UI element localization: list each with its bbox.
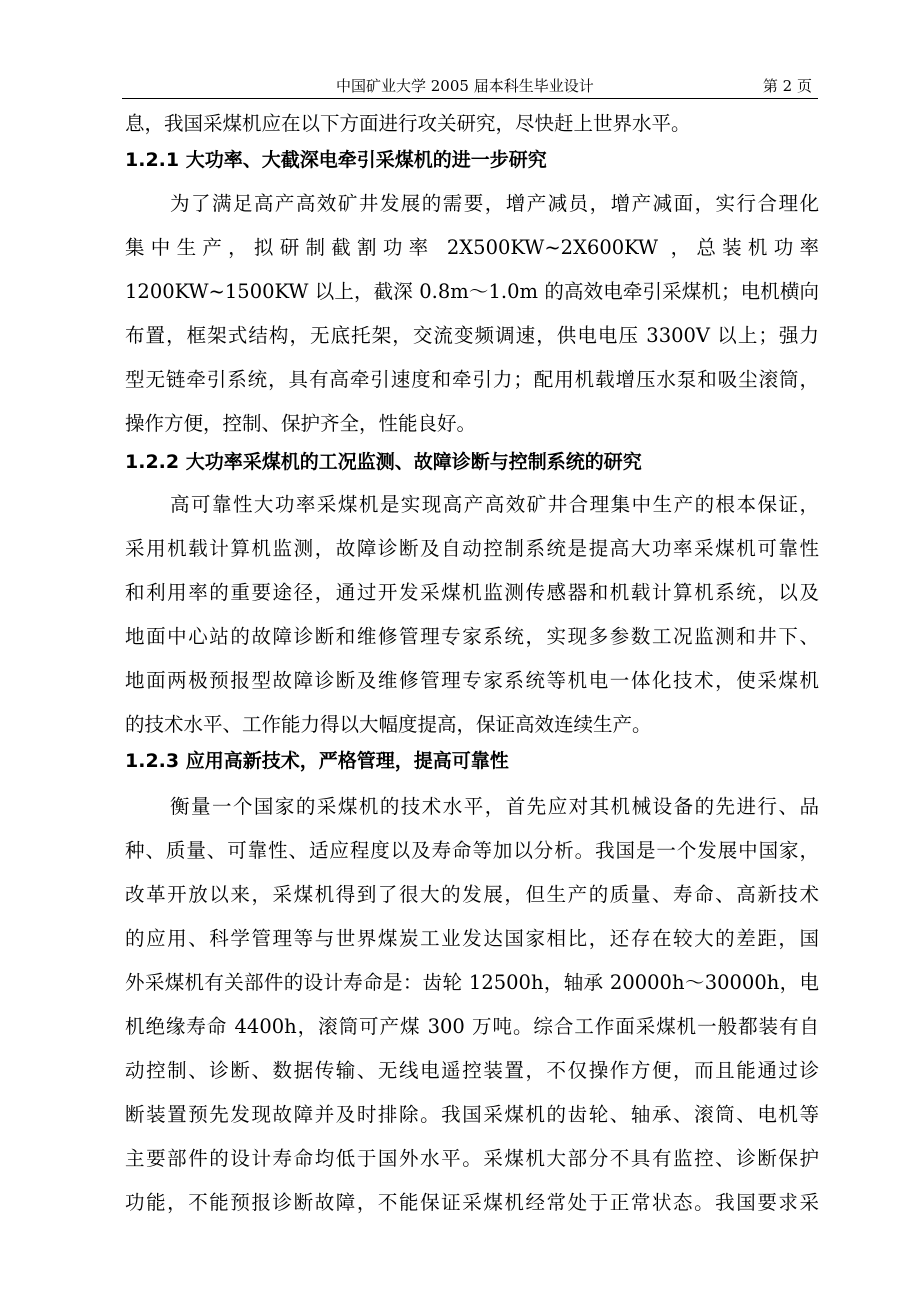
paragraph-line: 动控制、诊断、数据传输、无线电遥控装置，不仅操作方便，而且能通过诊 (125, 1059, 819, 1082)
paragraph-line: 外采煤机有关部件的设计寿命是：齿轮 12500h，轴承 20000h～30000h，电 (125, 971, 819, 994)
paragraph-line: 机绝缘寿命 4400h，滚筒可产煤 300 万吨。综合工作面采煤机一般都装有自 (125, 1015, 819, 1038)
page-header (122, 74, 818, 99)
paragraph-line: 和利用率的重要途径，通过开发采煤机监测传感器和机载计算机系统，以及 (125, 581, 819, 604)
paragraph-line: 息，我国采煤机应在以下方面进行攻关研究，尽快赶上世界水平。 (125, 112, 691, 135)
paragraph-line: 型无链牵引系统，具有高牵引速度和牵引力；配用机载增压水泵和吸尘滚筒， (125, 368, 819, 391)
paragraph-line: 采用机载计算机监测，故障诊断及自动控制系统是提高大功率采煤机可靠性 (125, 537, 819, 560)
paragraph-line: 的应用、科学管理等与世界煤炭工业发达国家相比，还存在较大的差距，国 (125, 927, 819, 950)
paragraph-line: 高可靠性大功率采煤机是实现高产高效矿井合理集中生产的根本保证， (170, 493, 819, 516)
paragraph-line: 为了满足高产高效矿井发展的需要，增产减员，增产减面，实行合理化 (170, 192, 819, 215)
paragraph-line: 1200KW~1500KW 以上，截深 0.8m～1.0m 的高效电牵引采煤机；电机横向 (125, 280, 819, 303)
paragraph-line: 种、质量、可靠性、适应程度以及寿命等加以分析。我国是一个发展中国家， (125, 839, 819, 862)
page-number: 第 2 页 (762, 77, 812, 95)
paragraph-line: 集中生产，拟研制截割功率 2X500KW~2X600KW ，总装机功率 (125, 236, 819, 259)
paragraph-line: 改革开放以来，采煤机得到了很大的发展，但生产的质量、寿命、高新技术 (125, 883, 819, 906)
section-heading: 1.2.3 应用高新技术，严格管理，提高可靠性 (125, 750, 509, 772)
paragraph-line: 操作方便，控制、保护齐全，性能良好。 (125, 412, 477, 435)
section-heading: 1.2.2 大功率采煤机的工况监测、故障诊断与控制系统的研究 (125, 451, 642, 473)
paragraph-line: 地面两极预报型故障诊断及维修管理专家系统等机电一体化技术，使采煤机 (125, 669, 819, 692)
paragraph-line: 布置，框架式结构，无底托架，交流变频调速，供电电压 3300V 以上；强力 (125, 324, 819, 347)
paragraph-line: 功能，不能预报诊断故障，不能保证采煤机经常处于正常状态。我国要求采 (125, 1191, 819, 1214)
header-title: 中国矿业大学 2005 届本科生毕业设计 (336, 77, 594, 95)
paragraph-line: 主要部件的设计寿命均低于国外水平。采煤机大部分不具有监控、诊断保护 (125, 1147, 819, 1170)
paragraph-line: 地面中心站的故障诊断和维修管理专家系统，实现多参数工况监测和井下、 (125, 625, 819, 648)
paragraph-line: 衡量一个国家的采煤机的技术水平，首先应对其机械设备的先进行、品 (170, 795, 819, 818)
paragraph-line: 的技术水平、工作能力得以大幅度提高，保证高效连续生产。 (125, 713, 652, 736)
section-heading: 1.2.1 大功率、大截深电牵引采煤机的进一步研究 (125, 149, 547, 171)
paragraph-line: 断装置预先发现故障并及时排除。我国采煤机的齿轮、轴承、滚筒、电机等 (125, 1103, 819, 1126)
